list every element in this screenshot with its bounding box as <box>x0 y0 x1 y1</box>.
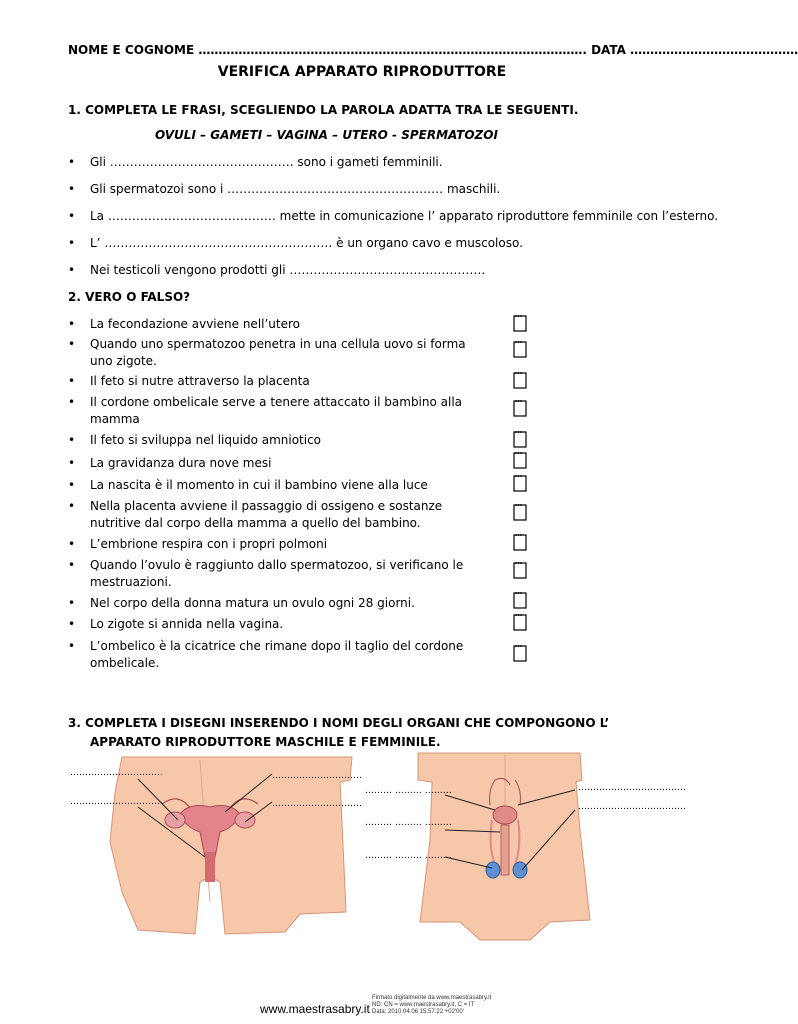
signature-line: Data: 2010.04.06 15:57:22 +02'00' <box>372 1009 464 1015</box>
q1-item: • Nei testicoli vengono prodotti gli …………………………………………. <box>68 263 486 277</box>
female-blank-right-2[interactable]: ………………………… <box>272 799 362 809</box>
tf-item: • L’ombelico è la cicatrice che rimane dopo il taglio del cordone ombelicale. <box>68 639 464 670</box>
tf-item: • Quando uno spermatozoo penetra in una cellula uovo si forma uno zigote. <box>68 337 466 368</box>
q1-item-text: Gli spermatozoi sono i ……………………………………………… maschili. <box>90 182 501 196</box>
tf-item-text: L’ombelico è la cicatrice che rimane dopo il taglio del cordone ombelicale. <box>90 639 464 670</box>
tf-item-text: Quando l’ovulo è raggiunto dallo spermatozoo, si verificano le mestruazioni. <box>90 558 464 589</box>
answer-checkbox[interactable] <box>513 371 527 389</box>
q1-item: • Gli ………………………………………. sono i gameti femminili. <box>68 155 443 169</box>
tf-item: • La gravidanza dura nove mesi <box>68 456 272 470</box>
signature-line: Firmato digitalmente da www.maestrasabry.it <box>372 995 492 1001</box>
male-blank-right-1[interactable]: ……………………………… <box>578 783 686 793</box>
tf-item-text: L’embrione respira con i propri polmoni <box>90 537 328 551</box>
page-title: VERIFICA APPARATO RIPRODUTTORE <box>217 64 507 80</box>
tf-item-text: Il cordone ombelicale serve a tenere attaccato il bambino alla mamma <box>90 395 463 426</box>
answer-checkbox[interactable] <box>513 340 527 358</box>
tf-item: • L’embrione respira con i propri polmoni <box>68 537 328 551</box>
tf-item-text: Nella placenta avviene il passaggio di ossigeno e sostanze nutritive dal corpo della mamma a quello del bambino. <box>90 499 443 530</box>
q1-word-list: OVULI – GAMETI – VAGINA – UTERO - SPERMATOZOI <box>155 128 498 142</box>
tf-item-text: Lo zigote si annida nella vagina. <box>90 617 284 631</box>
tf-item-text: Il feto si sviluppa nel liquido amniotico <box>90 433 322 447</box>
tf-item: • Nella placenta avviene il passaggio di ossigeno e sostanze nutritive dal corpo della mamma a quello del bambino. <box>68 499 443 530</box>
male-blank-right-2[interactable]: ……………………………… <box>578 802 686 812</box>
digital-signature <box>372 995 491 1016</box>
answer-checkbox[interactable] <box>513 399 527 417</box>
name-date-line: NOME E COGNOME ……………………………………………………………………………………. DATA …………………………………… <box>68 43 798 57</box>
q3-title-line1: 3. COMPLETA I DISEGNI INSERENDO I NOMI DEGLI ORGANI CHE COMPONGONO L’ <box>68 716 610 730</box>
tf-item-text: Il feto si nutre attraverso la placenta <box>90 374 310 388</box>
female-blank-left-1[interactable]: …………………………. <box>70 768 163 778</box>
q1-item-text: Nei testicoli vengono prodotti gli …………………………………………. <box>90 263 486 277</box>
male-reproductive-diagram <box>360 750 660 945</box>
tf-item: • La fecondazione avviene nell’utero <box>68 317 301 331</box>
male-blank-left-3[interactable]: ……… ……… ……… <box>365 851 452 861</box>
tf-item: • Nel corpo della donna matura un ovulo ogni 28 giorni. <box>68 596 415 610</box>
answer-checkbox[interactable] <box>513 314 527 332</box>
tf-item-text: La nascita è il momento in cui il bambino viene alla luce <box>90 478 428 492</box>
tf-item-text: La gravidanza dura nove mesi <box>90 456 272 470</box>
female-blank-left-2[interactable]: …………………………. <box>70 797 163 807</box>
answer-checkbox[interactable] <box>513 533 527 551</box>
tf-item-text: Nel corpo della donna matura un ovulo ogni 28 giorni. <box>90 596 415 610</box>
answer-checkbox[interactable] <box>513 644 527 662</box>
male-blank-left-2[interactable]: ……… ……… ……… <box>365 818 452 828</box>
footer-website: www.maestrasabry.it <box>260 1002 370 1016</box>
q1-item: • L’ ………………………………………………… è un organo cavo e muscoloso. <box>68 236 523 250</box>
answer-checkbox[interactable] <box>513 591 527 609</box>
answer-checkbox[interactable] <box>513 613 527 631</box>
q1-item: • Gli spermatozoi sono i ……………………………………………… maschili. <box>68 182 501 196</box>
answer-checkbox[interactable] <box>513 474 527 492</box>
tf-item-text: Quando uno spermatozoo penetra in una cellula uovo si forma uno zigote. <box>90 337 466 368</box>
q3-title-line2: APPARATO RIPRODUTTORE MASCHILE E FEMMINILE. <box>90 735 441 749</box>
q2-title: 2. VERO O FALSO? <box>68 290 191 304</box>
answer-checkbox[interactable] <box>513 430 527 448</box>
answer-checkbox[interactable] <box>513 451 527 469</box>
tf-item: • Il feto si nutre attraverso la placenta <box>68 374 310 388</box>
q1-item: • La …………………………………… mette in comunicazione l’ apparato riproduttore femminile con l’esterno. <box>68 209 719 223</box>
q1-item-text: La …………………………………… mette in comunicazione l’ apparato riproduttore femminile con l’esterno. <box>90 209 719 223</box>
signature-line: ND: CN = www.maestrasabry.it, C = IT <box>372 1002 475 1008</box>
answer-checkbox[interactable] <box>513 503 527 521</box>
tf-item: • Il cordone ombelicale serve a tenere attaccato il bambino alla mamma <box>68 395 463 426</box>
tf-item-text: La fecondazione avviene nell’utero <box>90 317 301 331</box>
q1-title: 1. COMPLETA LE FRASI, SCEGLIENDO LA PAROLA ADATTA TRA LE SEGUENTI. <box>68 103 579 117</box>
tf-item: • La nascita è il momento in cui il bambino viene alla luce <box>68 478 428 492</box>
tf-item: • Lo zigote si annida nella vagina. <box>68 617 284 631</box>
q1-item-text: Gli ………………………………………. sono i gameti femminili. <box>90 155 443 169</box>
male-blank-left-1[interactable]: ……… ……… ……… <box>365 786 452 796</box>
answer-checkbox[interactable] <box>513 561 527 579</box>
q1-item-text: L’ ………………………………………………… è un organo cavo e muscoloso. <box>90 236 523 250</box>
female-blank-right-1[interactable]: ………………………… <box>272 771 362 781</box>
tf-item: • Il feto si sviluppa nel liquido amniotico <box>68 433 322 447</box>
tf-item: • Quando l’ovulo è raggiunto dallo spermatozoo, si verificano le mestruazioni. <box>68 558 464 589</box>
